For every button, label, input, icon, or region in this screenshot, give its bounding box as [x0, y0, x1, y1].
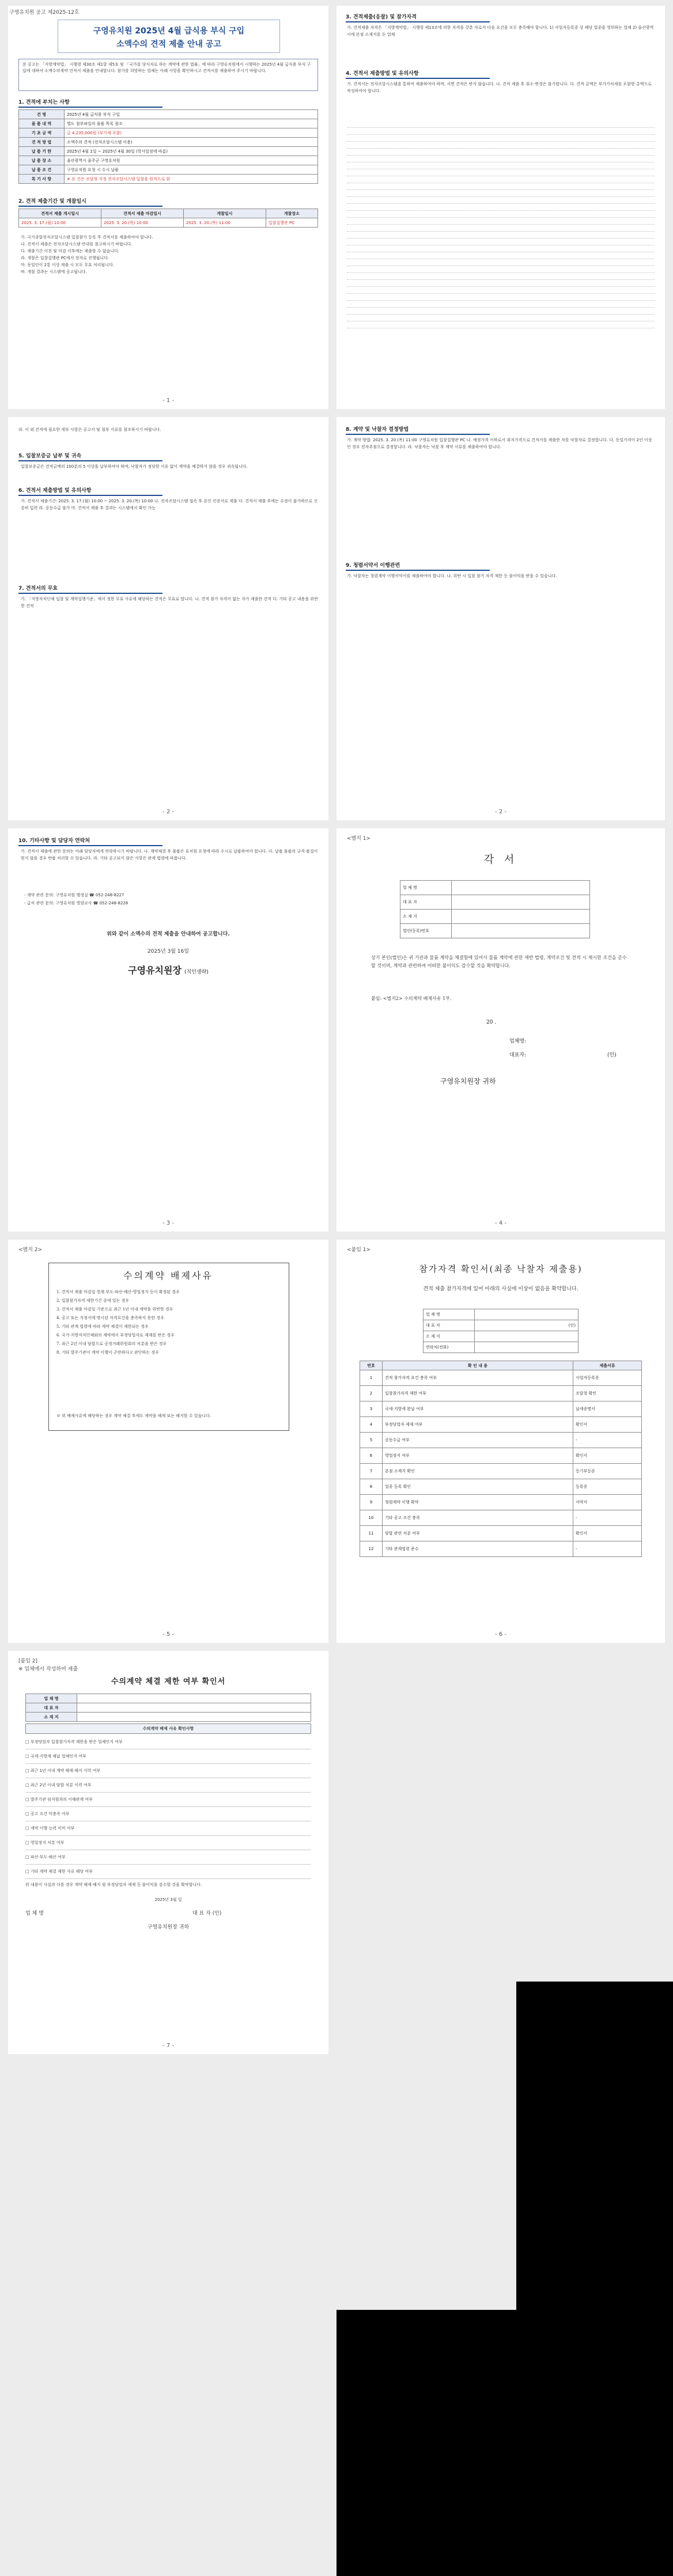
page-7-signer-label: 업 체 명	[25, 1911, 44, 1916]
section-4-body: 가. 견적서는 전자조달시스템을 통하여 제출하여야 하며, 서면 견적은 받지 않습니다. 나. 견적 제출 후 취소·변경은 불가합니다. 다. 견적 금액은 부가가치세를 포함한 총액으로 작성하여야 합니다.	[347, 82, 652, 93]
contact-2: - 급식 관련 문의: 구영유치원 영양교사 ☎ 052-248-8228	[24, 901, 128, 906]
section-1-value: 울산광역시 울주군 구영유치원	[65, 156, 318, 165]
section-5-heading: 5. 입찰보증금 납부 및 귀속	[18, 452, 162, 461]
check-cell: 9	[360, 1495, 383, 1510]
check-row	[360, 1401, 642, 1417]
page-7-tag: [붙임 2]	[18, 1658, 37, 1664]
check-row	[360, 1386, 642, 1401]
page-1	[8, 6, 328, 409]
page-number: - 4 -	[495, 1220, 506, 1226]
section-6-heading: 6. 견적서 제출방법 및 유의사항	[18, 486, 162, 496]
info-label-1: 대 표 자	[400, 895, 452, 910]
page-3	[8, 828, 328, 1232]
exclusion-item: 4. 공고 또는 지정서에 명시된 자격요건을 충족하지 못한 경우	[56, 1316, 164, 1320]
page-number: - 6 -	[495, 1631, 506, 1638]
sec2-head-1: 견적서 제출 마감일시	[101, 209, 183, 218]
check-cell: 기타 관계법령 준수	[383, 1541, 573, 1557]
check-cell: 납세증명서	[573, 1401, 642, 1417]
info-label: 업 체 명	[26, 1694, 77, 1703]
exclusion-item: 7. 최근 2년 이내 담합으로 공정거래위원회의 처분을 받은 경우	[56, 1342, 167, 1346]
section-2-heading: 2. 견적 제출기간 및 개찰일시	[18, 197, 162, 207]
page-2-right	[337, 417, 665, 820]
check-cell: 견적 참가자격 요건 충족 여부	[383, 1370, 573, 1386]
page-6-check-table	[360, 1361, 642, 1557]
exclusion-item: 8. 기타 발주기관이 계약 이행이 곤란하다고 판단하는 경우	[56, 1350, 159, 1355]
section-4-extra-lines	[347, 121, 655, 328]
check-cell: 4	[360, 1417, 383, 1433]
check-cell: 조달청 확인	[573, 1386, 642, 1401]
info-row	[424, 1331, 579, 1342]
header-tag: 구영유치원 공고 제2025-12호	[9, 10, 80, 16]
page-2-intro: 라. 이 외 견적에 필요한 세부 사항은 공고서 및 첨부 서류를 참조하시기 바랍니다.	[18, 427, 161, 432]
check-cell: 10	[360, 1510, 383, 1526]
check-cell: 확인서	[573, 1417, 642, 1433]
page-number: - 2 -	[162, 809, 174, 815]
restriction-item: □ 영업정지 처분 여부	[25, 1836, 311, 1850]
sec2-cell-3: 입찰집행관 PC	[266, 218, 317, 228]
check-row	[360, 1417, 642, 1433]
page-6-title: 참가자격 확인서(최종 낙찰자 제출용)	[419, 1264, 583, 1274]
section-1-value: 금 4,235,000원 (부가세 포함)	[65, 128, 318, 138]
check-cell: 3	[360, 1401, 383, 1417]
check-cell: 부정당업자 제재 여부	[383, 1417, 573, 1433]
page-5	[8, 1240, 328, 1643]
check-row	[360, 1448, 642, 1464]
page-5-tag: <별지 2>	[18, 1247, 43, 1253]
info-value	[77, 1694, 311, 1703]
section-1-row	[19, 110, 318, 119]
check-cell: 6	[360, 1448, 383, 1464]
sec2-head-3: 개찰장소	[266, 209, 317, 218]
section-1-value: ※ 본 건은 조달청 지정 전자조달시스템 입찰을 원칙으로 함	[65, 175, 318, 184]
section-1-value: 별도 첨부파일의 물품 목록 참조	[65, 119, 318, 128]
sec2-head-0: 견적서 제출 개시일시	[19, 209, 101, 218]
check-cell: 입찰참가자격 제한 여부	[383, 1386, 573, 1401]
closing-statement: 위와 같이 소액수의 견적 제출을 안내하여 공고합니다.	[107, 931, 230, 937]
check-cell: 업종 등록 확인	[383, 1479, 573, 1495]
info-label-3: 법인(등록)번호	[400, 924, 452, 938]
restriction-item: □ 부정당업자 입찰참가자격 제한을 받은 업체인지 여부	[25, 1735, 311, 1749]
info-value: (인)	[475, 1320, 579, 1331]
check-cell: 확인서	[573, 1448, 642, 1464]
sec2-cell-1: 2025. 3. 20.(목) 10:00	[101, 218, 183, 228]
check-cell: 영업정지 여부	[383, 1448, 573, 1464]
section-1-row	[19, 156, 318, 165]
info-value	[475, 1309, 579, 1320]
info-value	[475, 1342, 579, 1353]
section-10-body: 가. 견적서 제출에 관한 문의는 아래 담당자에게 연락하시기 바랍니다. 나. 계약체결 후 물품은 유치원 요청에 따라 수시로 납품하여야 합니다. 다. 납품 물품의 규격·품질이 맞지 않을 경우 반품 처리할 수 있습니다. 라. 기타 공고되지 않은 사항은 관계 법령에 따릅니다.	[21, 849, 318, 861]
page-7-section: 수의계약 배제 사유 확인사항	[25, 1723, 311, 1734]
page-7-note: ※ 업체에서 작성하여 제출	[18, 1666, 78, 1672]
section-1-row	[19, 175, 318, 184]
info-row	[26, 1703, 311, 1713]
check-head-2: 제출서류	[573, 1361, 642, 1370]
section-1-label: 기 초 금 액	[19, 128, 65, 138]
info-label: 소 재 지	[26, 1713, 77, 1722]
section-1-row	[19, 147, 318, 156]
section-9-heading: 9. 청렴서약서 이행관련	[346, 561, 490, 571]
page-number: - 7 -	[162, 2043, 174, 2049]
page-6-info-table	[423, 1309, 579, 1353]
check-cell: 11	[360, 1526, 383, 1541]
section-1-label: 납 품 조 건	[19, 165, 65, 175]
section-10-heading: 10. 기타사항 및 담당자 연락처	[18, 836, 162, 846]
info-label-0: 업 체 명	[400, 881, 452, 895]
page-6	[337, 1240, 665, 1643]
restriction-item: □ 최근 1년 이내 계약 해제·해지 이력 여부	[25, 1764, 311, 1778]
exclusion-item: 2. 입찰참가자격 제한기간 중에 있는 경우	[56, 1298, 129, 1303]
check-cell: 공동수급 여부	[383, 1433, 573, 1448]
page-5-items	[56, 1288, 281, 1357]
check-row	[360, 1495, 642, 1510]
info-label-2: 소 재 지	[400, 910, 452, 924]
check-cell: 등기부등본	[573, 1464, 642, 1479]
sec2-cell-2: 2025. 3. 20.(목) 11:00	[183, 218, 266, 228]
page-4-company: 업체명:	[509, 1039, 527, 1044]
sec2-head-2: 개찰일시	[183, 209, 266, 218]
info-row	[424, 1309, 579, 1320]
section-1-label: 납 품 장 소	[19, 156, 65, 165]
info-label: 대 표 자	[26, 1703, 77, 1713]
check-head-1: 확 인 내 용	[383, 1361, 573, 1370]
notice-title-main: 소액수의 견적 제출 안내 공고	[116, 40, 221, 49]
restriction-item: □ 발주기관 임직원과의 이해관계 여부	[25, 1793, 311, 1807]
section-1-table	[18, 109, 318, 184]
info-value	[77, 1703, 311, 1713]
section-9-body: 가. 낙찰자는 청렴계약 이행서약서를 제출하여야 합니다. 나. 위반 시 입찰 참가 자격 제한 등 불이익을 받을 수 있습니다.	[347, 574, 557, 578]
notice-title-box	[58, 20, 280, 53]
section-1-row	[19, 138, 318, 147]
page-7-info-table	[25, 1694, 311, 1722]
section-8-heading: 8. 계약 및 낙찰자 결정방법	[346, 425, 490, 435]
check-cell: 1	[360, 1370, 383, 1386]
page-4-addressee: 구영유치원장 귀하	[440, 1077, 496, 1085]
sec2-cell-0: 2025. 3. 17.(월) 10:00	[19, 218, 101, 228]
info-row	[26, 1713, 311, 1722]
section-1-value: 구영유치원 요청 시 수시 납품	[65, 165, 318, 175]
section-2-notes	[21, 234, 315, 275]
section-3-heading: 3. 견적제출(응찰) 및 참가자격	[346, 13, 490, 22]
section-1-row	[19, 128, 318, 138]
section-1-label: 특 기 사 항	[19, 175, 65, 184]
page-5-note: ※ 위 배제사유에 해당하는 경우 계약 체결 후에도 계약을 해제 또는 해지할 수 있습니다.	[56, 1414, 211, 1418]
restriction-item: □ 국세·지방세 체납 업체인지 여부	[25, 1749, 311, 1764]
check-cell: 사업자등록증	[573, 1370, 642, 1386]
info-label: 업 체 명	[424, 1309, 475, 1320]
page-4-title: 각 서	[483, 854, 518, 866]
page-7-items	[25, 1735, 311, 1879]
section-1-row	[19, 165, 318, 175]
section-1-row	[19, 119, 318, 128]
page-2	[8, 417, 328, 820]
check-head-0: 번호	[360, 1361, 383, 1370]
exclusion-item: 1. 견적서 제출 마감일 현재 부도·파산·해산·영업정지 등이 확정된 경우	[56, 1290, 180, 1294]
notice-title-org: 구영유치원 2025년 4월 급식용 부식 구입	[93, 26, 245, 36]
check-cell: 기타 공고 조건 충족	[383, 1510, 573, 1526]
page-7-footer: 구영유치원장 귀하	[147, 1925, 190, 1930]
page-4-info-table	[400, 880, 590, 938]
page-6-tag: <붙임 1>	[347, 1247, 371, 1253]
section-4-heading: 4. 견적서 제출방법 및 유의사항	[346, 69, 490, 79]
exclusion-item: 6. 국가·지방자치단체와의 계약에서 부정당업자로 제재를 받은 경우	[56, 1333, 175, 1338]
page-7-signer-right: 대 표 자 (인)	[192, 1911, 222, 1916]
info-row	[424, 1320, 579, 1331]
redaction-block-2	[337, 2310, 673, 2576]
section-1-value: 2025년 4월 1일 ~ 2025년 4월 30일 (학사일정에 따름)	[65, 147, 318, 156]
section-7-body: 가. 「지방자치단체 입찰 및 계약집행기준」에서 정한 무효 사유에 해당하는 견적은 무효로 합니다. 나. 견적 참가 자격이 없는 자가 제출한 견적 다. 기타 공고 내용을 위반한 견적	[21, 597, 318, 608]
page-1-right	[337, 6, 665, 409]
check-cell: 담합 관련 처분 여부	[383, 1526, 573, 1541]
check-cell: -	[573, 1510, 642, 1526]
page-6-subtitle: 견적 제출 참가자격에 있어 아래의 사실에 이상이 없음을 확약합니다.	[423, 1286, 579, 1292]
info-label: 연락처(전화)	[424, 1342, 475, 1353]
info-row	[424, 1342, 579, 1353]
page-4-body: 상기 본인(법인)은 귀 기관과 물품 계약을 체결함에 있어서 물품 계약에 관한 제반 법령, 계약조건 및 견적 시 제시한 조건을 준수할 것이며, 계약과 관련하여 어떠한 불이익도 감수할 것을 확약합니다.	[371, 955, 627, 968]
section-2-note: 라. 개찰은 입찰집행관 PC에서 전자로 진행됩니다.	[21, 256, 109, 260]
section-7-heading: 7. 견적서의 무효	[18, 584, 162, 594]
section-1-value: 소액수의 견적 (전자조달시스템 이용)	[65, 138, 318, 147]
section-6-body: 가. 견적서 제출기간: 2025. 3. 17.(월) 10:00 ~ 2025. 3. 20.(목) 10:00 나. 전자조달시스템 접속 후 본인 인증서로 제출 다. 견적서 제출 후에는 수정이 불가하므로 신중히 입력 라. 공동수급 불가 마. 견적서 제출 후 결과는 시스템에서 확인 가능	[21, 499, 318, 510]
page-number: - 3 -	[162, 1220, 174, 1226]
info-value	[475, 1331, 579, 1342]
signer-block	[8, 963, 328, 976]
page-4	[337, 828, 665, 1232]
check-cell: 확인서	[573, 1526, 642, 1541]
restriction-item: □ 최근 2년 이내 담합 처분 이력 여부	[25, 1778, 311, 1793]
redaction-block-1	[516, 1982, 673, 2310]
check-cell: 청렴계약 이행 확약	[383, 1495, 573, 1510]
check-cell: 5	[360, 1433, 383, 1448]
section-5-body: 입찰보증금은 견적금액의 100분의 5 이상을 납부하여야 하며, 낙찰자가 정당한 이유 없이 계약을 체결하지 않을 경우 귀속됩니다.	[21, 464, 248, 469]
check-cell: 본점 소재지 확인	[383, 1464, 573, 1479]
check-row	[360, 1510, 642, 1526]
section-2-table	[18, 209, 318, 228]
page-4-date: 20 .	[486, 1020, 497, 1025]
exclusion-item: 3. 견적서 제출 마감일 기준으로 최근 1년 이내 계약을 위반한 경우	[56, 1307, 173, 1312]
check-cell: 7	[360, 1464, 383, 1479]
section-2-note: 가. 국가종합전자조달시스템 입찰참가 등록 후 견적서를 제출하여야 합니다.	[21, 235, 153, 240]
section-3-body: 가. 견적제출 자격은 「지방계약법」 시행령 제13조에 의한 자격을 갖춘 자로서 다음 요건을 모두 충족해야 합니다. 1) 사업자등록증 상 해당 업종을 영위하는 업체 2) 울산광역시에 본점 소재지를 둔 업체	[347, 25, 654, 37]
section-2-note: 다. 제출기간 이전 및 마감 이후에는 제출할 수 없습니다.	[21, 249, 120, 253]
page-7	[8, 1651, 328, 2054]
page-4-rep: 대표자:	[509, 1052, 527, 1058]
page-number: - 1 -	[162, 397, 174, 404]
section-1-label: 물 품 내 역	[19, 119, 65, 128]
page-7-date: 2025년 3월 일	[154, 1897, 182, 1902]
page-5-title: 수의계약 배제사유	[123, 1270, 213, 1281]
section-1-label: 납 품 기 한	[19, 147, 65, 156]
check-cell: -	[573, 1433, 642, 1448]
section-1-label: 견 적 방 법	[19, 138, 65, 147]
check-row	[360, 1526, 642, 1541]
check-cell: 등록증	[573, 1479, 642, 1495]
signer-suffix: (직인생략)	[184, 969, 209, 975]
exclusion-item: 5. 기타 관계 법령에 따라 계약 체결이 제한되는 경우	[56, 1324, 149, 1329]
restriction-item: □ 공고 조건 미충족 여부	[25, 1807, 311, 1821]
page-4-seal: (인)	[607, 1052, 617, 1058]
restriction-item: □ 파산·부도·해산 여부	[25, 1850, 311, 1865]
info-label: 소 재 지	[424, 1331, 475, 1342]
section-1-heading: 1. 견적에 부치는 사항	[18, 98, 162, 108]
page-number: - 2 -	[495, 809, 506, 815]
page-number: - 5 -	[162, 1631, 174, 1638]
section-1-value: 2025년 4월 급식용 부식 구입	[65, 110, 318, 119]
section-2-note: 마. 동일인이 2통 이상 제출 시 모두 무효 처리됩니다.	[21, 263, 114, 267]
signer-name: 구영유치원장	[128, 965, 182, 976]
page-4-tag: <별지 1>	[347, 836, 371, 842]
check-row	[360, 1370, 642, 1386]
page-7-title: 수의계약 체결 제한 여부 확인서	[111, 1677, 226, 1686]
section-1-label: 건 명	[19, 110, 65, 119]
check-cell: 8	[360, 1479, 383, 1495]
section-2-note: 나. 견적서 제출은 전자조달시스템 안내를 참고하시기 바랍니다.	[21, 242, 133, 247]
check-cell: -	[573, 1541, 642, 1557]
intro-box: 본 공고는 「지방계약법」 시행령 제30조 제1항 제5호 및 「국가를 당사자로 하는 계약에 관한 법률」에 따라 구영유치원에서 시행하는 2025년 4월 급식용 부식 구입에 대하여 소액수의계약 견적서 제출을 안내합니다. 참가를 희망하는 업체는 아래 사항을 확인하시고 견적서를 제출하여 주시기 바랍니다.	[18, 59, 318, 91]
page-4-remark: 붙임: <별지2> 수의계약 배제사유 1부.	[371, 996, 452, 1001]
check-cell: 12	[360, 1541, 383, 1557]
restriction-item: □ 계약 이행 능력 미비 여부	[25, 1821, 311, 1836]
info-value	[77, 1713, 311, 1722]
check-cell: 서약서	[573, 1495, 642, 1510]
section-8-body: 가. 계약 방법: 2025. 3. 20.(목) 11:00 구영유치원 입찰집행관 PC 나. 예정가격 이하로서 최저가격으로 견적서를 제출한 자를 낙찰자로 결정합니다. 다. 동일가격이 2인 이상인 경우 전자추첨으로 결정합니다. 라. 낙찰자는 낙찰 후 계약 서류를 제출하여야 합니다.	[347, 438, 652, 449]
restriction-item: □ 기타 계약 체결 제한 사유 해당 여부	[25, 1865, 311, 1879]
check-cell: 2	[360, 1386, 383, 1401]
contact-1: - 계약 관련 문의: 구영유치원 행정실 ☎ 052-248-8227	[24, 893, 124, 897]
check-row	[360, 1433, 642, 1448]
check-row	[360, 1479, 642, 1495]
check-row	[360, 1541, 642, 1557]
section-2-note: 바. 개찰 결과는 시스템에 공고됩니다.	[21, 270, 87, 274]
check-row	[360, 1464, 642, 1479]
info-row	[26, 1694, 311, 1703]
check-cell: 국세·지방세 완납 여부	[383, 1401, 573, 1417]
page-7-closing: 위 내용이 사실과 다를 경우 계약 해제·해지 및 부정당업자 제재 등 불이익을 감수할 것을 확약합니다.	[25, 1882, 202, 1887]
info-label: 대 표 자	[424, 1320, 475, 1331]
notice-date: 2025년 3월 16일	[148, 949, 189, 954]
